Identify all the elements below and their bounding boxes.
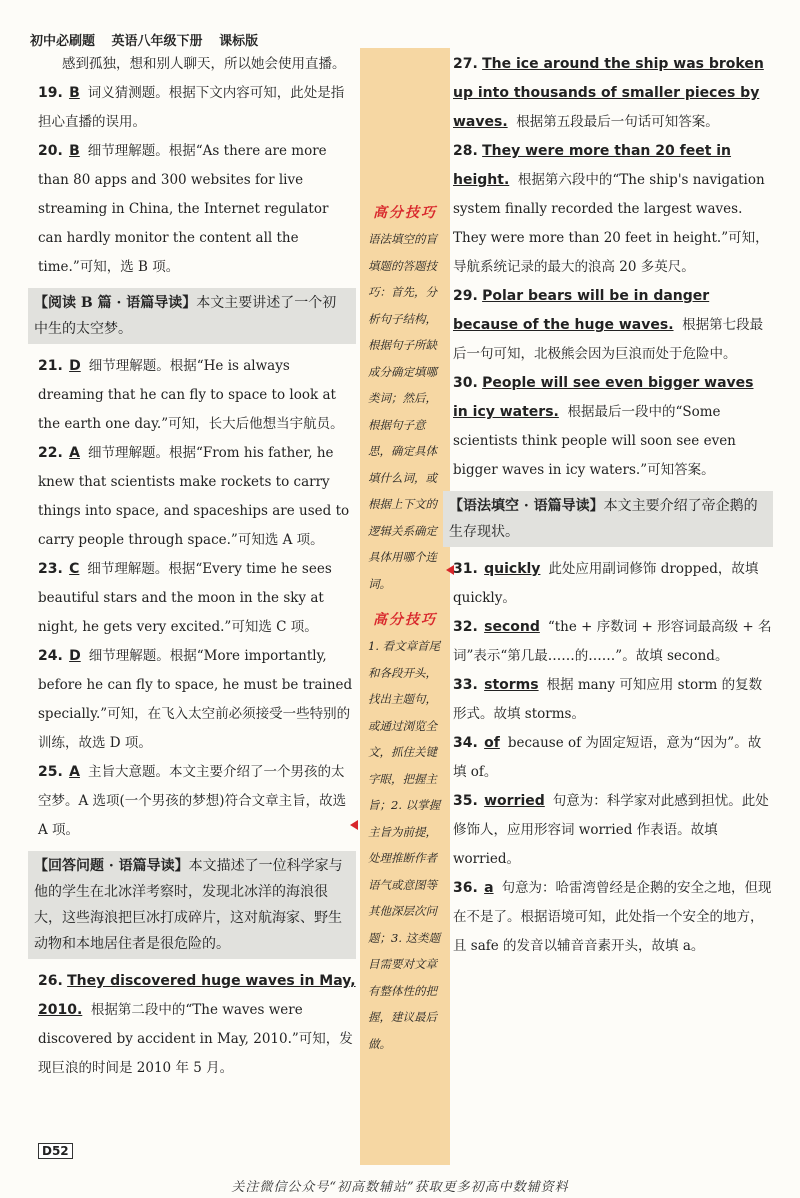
tips-sidebar (360, 48, 450, 1165)
question-number: 20. (38, 143, 63, 159)
explanation: 句意为：科学家对此感到担忧。此处修饰人，应用形容词 worried 作表语。故填 worried。 (453, 793, 769, 867)
answer-item (453, 729, 773, 787)
section-guide-text: 本文主要介绍了帝企鹅的生存现状。 (449, 498, 758, 540)
section-guide (443, 491, 773, 547)
answer-item (38, 758, 356, 845)
question-number: 33. (453, 677, 478, 693)
explanation: 根据第七段最后一句可知，北极熊会因为巨浪而处于危险中。 (453, 317, 764, 362)
tip-title: 高分技巧 (373, 612, 437, 628)
pointer-arrow-left (350, 820, 358, 830)
header-series: 初中必刷题 (30, 34, 96, 49)
tip-title: 高分技巧 (373, 205, 437, 221)
right-column (449, 50, 773, 961)
section-guide-title: 【阅读 B 篇 · 语篇导读】 (34, 295, 197, 311)
section-guide (28, 851, 356, 959)
question-number: 27. (453, 56, 478, 72)
question-number: 23. (38, 561, 63, 577)
answer-item (453, 369, 773, 485)
answer-key: worried (484, 793, 545, 809)
question-number: 35. (453, 793, 478, 809)
answer-key: second (484, 619, 540, 635)
answer-key: D (69, 358, 81, 374)
section-guide-title: 【回答问题 · 语篇导读】 (34, 858, 189, 874)
answer-key: quickly (484, 561, 541, 577)
answer-item (38, 439, 356, 555)
answer-item (38, 352, 356, 439)
answer-key: A (69, 764, 80, 780)
answer-key: They discovered huge waves in May, 2010. (38, 973, 356, 1018)
tip-text: 1. 看文章首尾和各段开头，找出主题句，或通过浏览全文，抓住关键字眼，把握主旨；2. 以掌握主旨为前提，处理推断作者语气或意图等其他深层次问题；3. 这类题目需要对文章有整体性的把握，建议最后做。 (368, 639, 441, 1051)
question-number: 26. (38, 973, 63, 989)
answer-key: B (69, 85, 80, 101)
explanation: “the + 序数词 + 形容词最高级 + 名词”表示“第几最……的……”。故填 second。 (453, 619, 772, 664)
answer-key: C (69, 561, 80, 577)
section-guide-text: 本文主要讲述了一个初中生的太空梦。 (34, 295, 337, 337)
answer-item (453, 282, 773, 369)
header-edition: 课标版 (219, 34, 259, 49)
answer-item (38, 79, 356, 137)
page-number: D52 (38, 1143, 73, 1159)
question-number: 28. (453, 143, 478, 159)
answer-key: People will see even bigger waves in icy waters. (453, 375, 754, 420)
answer-item (453, 671, 773, 729)
answer-item (453, 787, 773, 874)
bottom-notice: 关注微信公众号“初高数辅站”获取更多初高中数辅资料 (231, 1180, 569, 1195)
answer-key: A (69, 445, 80, 461)
question-number: 34. (453, 735, 478, 751)
explanation: 细节理解题。根据“More importantly, before he can fly to space, he must be trained specially.”可知，在飞入太空前必须接受一些特别的训练，故选 D 项。 (38, 648, 353, 751)
continued-text: 感到孤独，想和别人聊天，所以她会使用直播。 (62, 56, 346, 72)
explanation: 根据第二段中的“The waves were discovered by accident in May, 2010.”可知，发现巨浪的时间是 2010 年 5 月。 (38, 1002, 353, 1076)
tip-box-2 (360, 609, 450, 1057)
question-number: 30. (453, 375, 478, 391)
question-number: 19. (38, 85, 63, 101)
section-guide (28, 288, 356, 344)
explanation: 句意为：哈雷湾曾经是企鹅的安全之地，但现在不是了。根据语境可知，此处指一个安全的地方，且 safe 的发音以辅音音素开头，故填 a。 (453, 880, 772, 954)
answer-key: storms (484, 677, 539, 693)
question-number: 32. (453, 619, 478, 635)
answer-key: D (69, 648, 81, 664)
tip-box-1 (360, 202, 450, 597)
answer-item (453, 50, 773, 137)
page-header (30, 30, 270, 49)
explanation: 细节理解题。根据“From his father, he knew that scientists make rockets to carry things into space, and spaceships are used to carry people through space.”可知选 A 项。 (38, 445, 350, 548)
tip-text: 语法填空的盲填题的答题技巧：首先，分析句子结构，根据句子所缺成分确定填哪类词；然后，根据句子意思，确定具体填什么词，或根据上下文的逻辑关系确定具体用哪个连词。 (368, 232, 437, 591)
question-number: 21. (38, 358, 63, 374)
question-number: 29. (453, 288, 478, 304)
answer-item (38, 642, 356, 758)
explanation: because of 为固定短语，意为“因为”。故填 of。 (453, 735, 762, 780)
section-guide-text: 本文描述了一位科学家与他的学生在北冰洋考察时，发现北冰洋的海浪很大，这些海浪把巨冰打成碎片，这对航海家、野生动物和本地居住者是很危险的。 (34, 858, 343, 952)
explanation: 细节理解题。根据“As there are more than 80 apps and 300 websites for live streaming in China, the Internet regulator can hardly monitor the content all the time.”可知，选 B 项。 (38, 143, 329, 275)
answer-key: Polar bears will be in danger because of the huge waves. (453, 288, 710, 333)
explanation: 根据最后一段中的“Some scientists think people will soon see even bigger waves in icy waters.”可知答案。 (453, 404, 736, 478)
question-number: 22. (38, 445, 63, 461)
answer-item (38, 555, 356, 642)
section-guide-title: 【语法填空 · 语篇导读】 (449, 498, 604, 514)
question-number: 25. (38, 764, 63, 780)
explanation: 词义猜测题。根据下文内容可知，此处是指担心直播的误用。 (38, 85, 345, 130)
explanation: 根据第六段中的“The ship's navigation system finally recorded the largest waves. They were more than 20 feet in height.”可知，导航系统记录的最大的浪高 20 多英尺。 (453, 172, 769, 275)
answer-item (453, 613, 773, 671)
answer-item (453, 555, 773, 613)
answer-key: The ice around the ship was broken up into thousands of smaller pieces by waves. (453, 56, 764, 130)
answer-item (38, 137, 356, 282)
explanation: 根据第五段最后一句话可知答案。 (516, 114, 719, 130)
answer-key: a (484, 880, 494, 896)
header-book: 英语八年级下册 (111, 34, 203, 49)
explanation: 细节理解题。根据“Every time he sees beautiful stars and the moon in the sky at night, he gets very excited.”可知选 C 项。 (38, 561, 332, 635)
answer-item (453, 874, 773, 961)
question-number: 31. (453, 561, 478, 577)
explanation: 根据 many 可知应用 storm 的复数形式。故填 storms。 (453, 677, 763, 722)
question-number: 24. (38, 648, 63, 664)
explanation: 主旨大意题。本文主要介绍了一个男孩的太空梦。A 选项(一个男孩的梦想)符合文章主旨，故选 A 项。 (38, 764, 347, 838)
answer-item (453, 137, 773, 282)
left-column (34, 50, 356, 1083)
answer-item (38, 967, 356, 1083)
question-number: 36. (453, 880, 478, 896)
answer-key: They were more than 20 feet in height. (453, 143, 732, 188)
answer-key: of (484, 735, 500, 751)
answer-key: B (69, 143, 80, 159)
explanation: 细节理解题。根据“He is always dreaming that he can fly to space to look at the earth one day.”可知，长大后他想当宇航员。 (38, 358, 344, 432)
explanation: 此处应用副词修饰 dropped，故填 quickly。 (453, 561, 759, 606)
